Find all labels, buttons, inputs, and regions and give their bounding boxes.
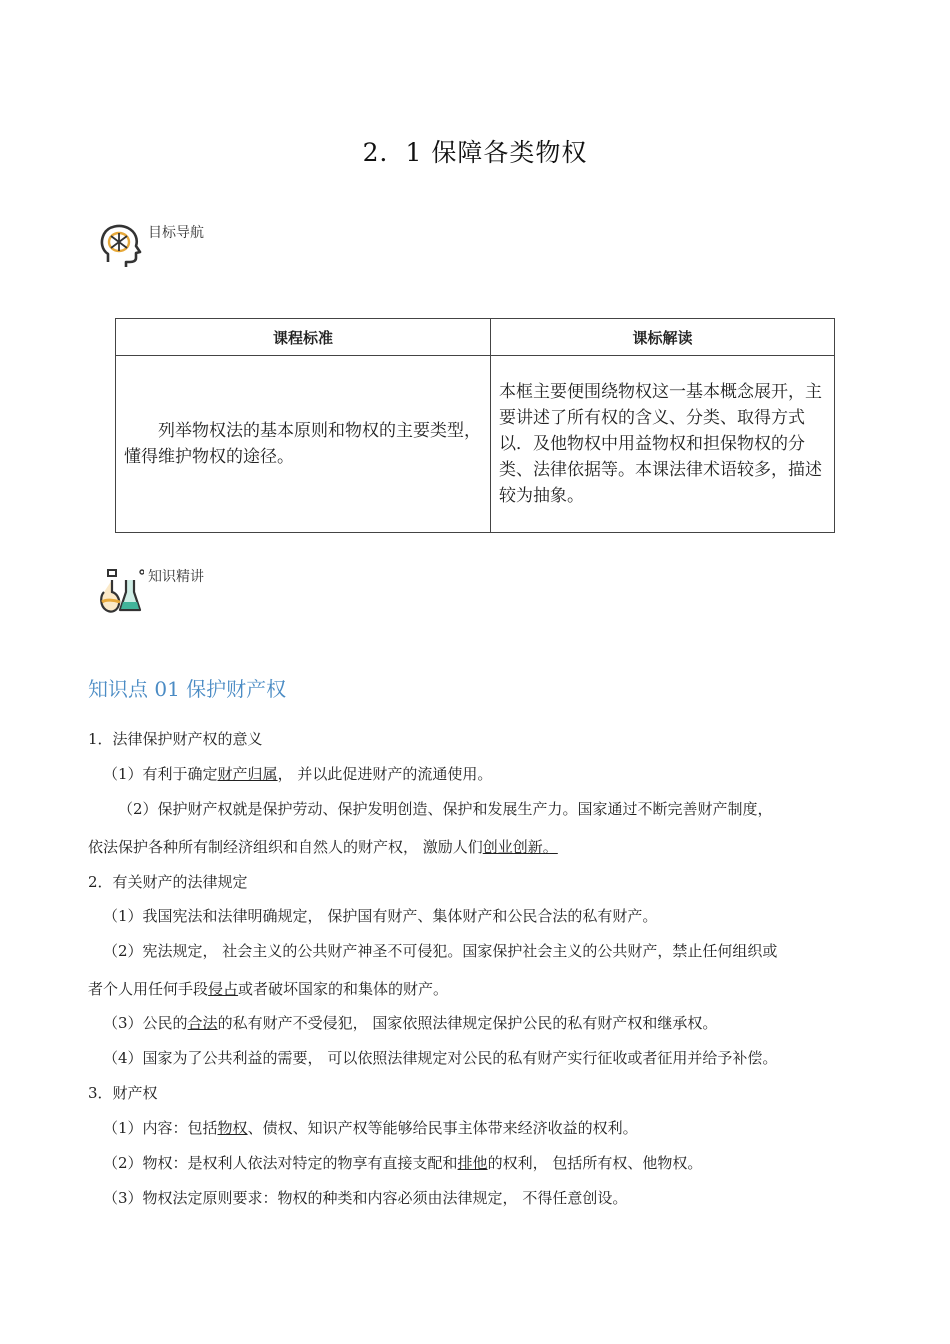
goal-navigation-header: [98, 222, 204, 270]
paragraph: [103, 1152, 702, 1173]
paragraph: [88, 836, 558, 857]
paragraph: [88, 978, 448, 999]
paragraph: [103, 1117, 638, 1138]
text: （2）物权：是权利人依法对特定的物享有直接支配和: [103, 1154, 458, 1172]
paragraph: [103, 1012, 717, 1033]
section-1-heading: 1．法律保护财产权的意义: [88, 730, 263, 748]
underlined-term: 创业创新。: [482, 838, 558, 856]
paragraph: （3）物权法定原则要求：物权的种类和内容必须由法律规定， 不得任意创设。: [103, 1189, 628, 1207]
text: 依法保护各种所有制经济组织和自然人的财产权， 激励人们: [88, 838, 483, 856]
underlined-term: 排他: [457, 1154, 488, 1172]
section-2-heading: 2．有关财产的法律规定: [88, 873, 248, 891]
underlined-term: 物权: [217, 1119, 248, 1137]
paragraph: （4）国家为了公共利益的需要， 可以依照法律规定对公民的私有财产实行征收或者征用并给予补偿。: [103, 1049, 778, 1067]
text: 的权利， 包括所有权、他物权。: [487, 1154, 703, 1172]
interpretation-cell: 本框主要便围绕物权这一基本概念展开，主要讲述了所有权的含义、分类、取得方式以．及他物权中用益物权和担保物权的分类、法律依据等。本课法律术语较多，描述较为抽象。: [491, 356, 835, 533]
goal-navigation-label: 目标导航: [148, 225, 204, 241]
text: 者个人用任何手段: [88, 980, 209, 998]
standard-cell: 列举物权法的基本原则和物权的主要类型，懂得维护物权的途径。: [116, 356, 491, 533]
text: ， 并以此促进财产的流通使用。: [277, 765, 493, 783]
header-standard: 课程标准: [116, 319, 491, 356]
table-row: [116, 356, 835, 533]
brain-head-icon: [98, 222, 144, 270]
text: （1）有利于确定: [103, 765, 218, 783]
knowledge-explain-header: [98, 566, 204, 614]
paragraph: （2）宪法规定， 社会主义的公共财产神圣不可侵犯。国家保护社会主义的公共财产，禁止任何组织或: [103, 942, 778, 960]
underlined-term: 财产归属: [217, 765, 278, 783]
text: （1）内容：包括: [103, 1119, 218, 1137]
section-3-heading: 3．财产权: [88, 1084, 158, 1102]
lab-flask-icon: [98, 566, 144, 614]
paragraph: [103, 763, 492, 784]
paragraph: （1）我国宪法和法律明确规定， 保护国有财产、集体财产和公民合法的私有财产。: [103, 907, 658, 925]
text: 的私有财产不受侵犯， 国家依照法律规定保护公民的私有财产权和继承权。: [217, 1014, 718, 1032]
knowledge-explain-label: 知识精讲: [148, 569, 204, 585]
text: 或者破坏国家的和集体的财产。: [238, 980, 449, 998]
table-header-row: [116, 319, 835, 356]
paragraph: （2）保护财产权就是保护劳动、保护发明创造、保护和发展生产力。国家通过不断完善财产制度，: [118, 800, 773, 818]
knowledge-point-title: 知识点 01 保护财产权: [88, 677, 287, 701]
header-interpretation: 课标解读: [491, 319, 835, 356]
text: 、债权、知识产权等能够给民事主体带来经济收益的权利。: [247, 1119, 638, 1137]
page-title: 2．1 保障各类物权: [362, 138, 588, 167]
underlined-term: 侵占: [208, 980, 239, 998]
text: （3）公民的: [103, 1014, 188, 1032]
underlined-term: 合法: [187, 1014, 218, 1032]
curriculum-table: [115, 318, 835, 533]
